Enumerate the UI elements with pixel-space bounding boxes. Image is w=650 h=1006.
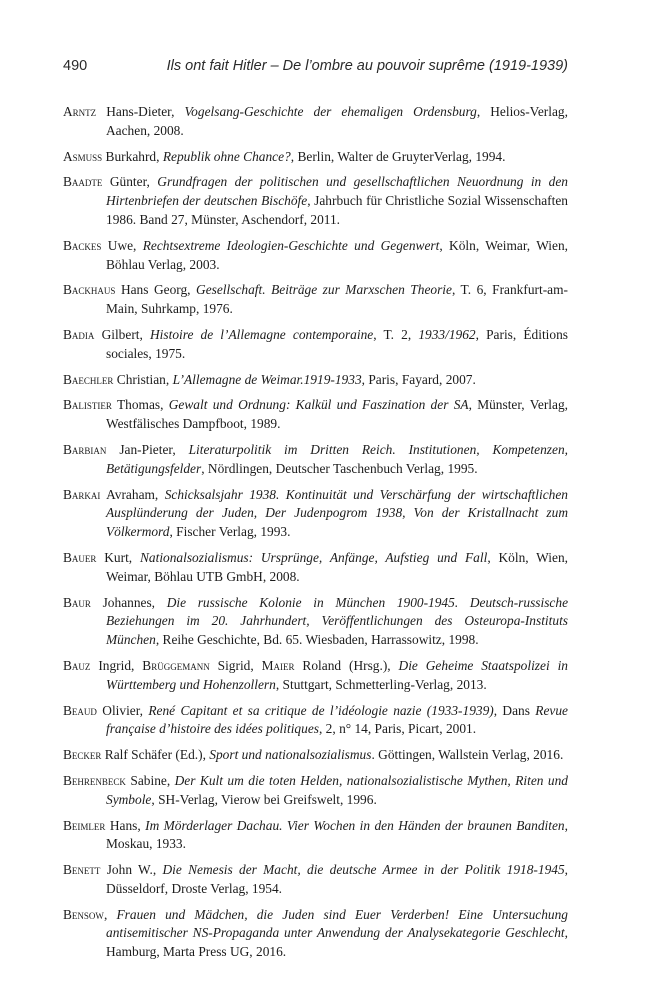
entry-text: , SH-Verlag, Vierow bei Greifswelt, 1996. (151, 791, 377, 807)
entry-text: , Dans (493, 702, 536, 718)
work-title: Gesellschaft. Beiträge zur Marxschen Theorie (196, 282, 452, 298)
work-title: Im Mörderlager Dachau. Vier Wochen in den Händen der braunen Banditen (145, 817, 565, 833)
author-surname: Bensow (63, 906, 104, 922)
work-title: Der Kult um die toten Helden, nationalsozialistische Mythen, Riten und Symbole (106, 772, 568, 807)
bibliography-entry (63, 549, 568, 587)
bibliography-entry (63, 746, 568, 765)
bibliography-entry (63, 657, 568, 695)
entry-text: Günter, (102, 174, 158, 190)
entry-text: Kurt, (96, 549, 140, 565)
bibliography-entry (63, 441, 568, 479)
work-title: Sport und nationalsozialismus (209, 747, 372, 763)
author-surname: Asmuss (63, 148, 103, 164)
author-surname: Beaud (63, 702, 97, 718)
work-title: Rechtsextreme Ideologien-Geschichte und Gegenwert (142, 237, 440, 253)
entry-text: , Berlin, Walter de GruyterVerlag, 1994. (290, 148, 506, 164)
entry-text: , Köln, Weimar, Wien, Böhlau Verlag, 2003. (106, 237, 569, 272)
author-surname: Maier (261, 657, 295, 673)
entry-text: John W., (100, 862, 163, 878)
entry-text: Christian, (113, 371, 173, 387)
entry-text: , Münster, Verlag, Westfälisches Dampfboot, 1989. (106, 397, 568, 432)
author-surname: Baadte (63, 174, 103, 190)
work-title: Gewalt und Ordnung: Kalkül und Faszination der SA (168, 397, 469, 413)
author-surname: Beimler (63, 817, 106, 833)
entry-text: , Moskau, 1933. (106, 817, 568, 852)
entry-text: , Paris, Éditions sociales, 1975. (106, 326, 568, 361)
author-surname: Arntz (63, 104, 97, 119)
work-title: 1933/1962 (418, 326, 476, 342)
entry-text: Gilbert, (94, 326, 150, 342)
author-surname: Badia (63, 326, 95, 342)
entry-text: Sabine, (125, 772, 175, 788)
author-surname: Barbian (63, 441, 107, 457)
bibliography-entry (63, 148, 568, 167)
author-surname: Barkai (63, 486, 101, 502)
page-header (63, 58, 568, 78)
entry-text: Johannes, (90, 594, 167, 610)
author-surname: Baur (63, 594, 91, 610)
bibliography-entry (63, 396, 568, 434)
entry-text: , Stuttgart, Schmetterling-Verlag, 2013. (275, 676, 487, 692)
bibliography-entry (63, 281, 568, 319)
entry-text: Uwe, (101, 237, 143, 253)
entry-text: Jan-Pieter, (106, 441, 189, 457)
author-surname: Balistier (63, 397, 112, 413)
work-title: L’Allemagne de Weimar.1919-1933 (172, 371, 362, 387)
running-title: Ils ont fait Hitler – De l’ombre au pouvoir suprême (1919-1939) (166, 58, 568, 74)
author-surname: Behrenbeck (63, 772, 126, 788)
work-title: Die Geheime Staatspolizei in Württemberg und Hohenzollern (106, 657, 568, 692)
entry-text: , (103, 906, 117, 922)
bibliography-list (63, 103, 568, 969)
entry-text: Thomas, (111, 397, 169, 413)
bibliography-entry (63, 861, 568, 899)
bibliography-entry (63, 173, 568, 229)
bibliography-entry (63, 702, 568, 740)
work-title: Die russische Kolonie in München 1900-1945. Deutsch-russische Beziehungen im 20. Jahrhundert, Veröffentlichungen des Osteuropa-Instituts München (106, 594, 569, 648)
entry-text: Hans-Dieter, (96, 104, 185, 119)
entry-text: Ralf Schäfer (Ed.), (101, 747, 210, 763)
entry-text: , Nördlingen, Deutscher Taschenbuch Verlag, 1995. (201, 460, 478, 476)
author-surname: Brüggemann (142, 657, 210, 673)
author-surname: Baechler (63, 371, 114, 387)
work-title: Frauen und Mädchen, die Juden sind Euer Verderben! Eine Untersuchung antisemitischer NS-Propaganda unter Anwendung der Analysekategorie Geschlecht (106, 906, 568, 941)
author-surname: Backes (63, 237, 102, 253)
entry-text: , Fischer Verlag, 1993. (169, 524, 291, 540)
page-number: 490 (63, 58, 88, 74)
bibliography-entry (63, 103, 568, 141)
entry-text: , 2, n° 14, Paris, Picart, 2001. (318, 721, 477, 737)
work-title: Vogelsang-Geschichte der ehemaligen Ordensburg (184, 104, 477, 119)
entry-text: , Reihe Geschichte, Bd. 65. Wiesbaden, Harrassowitz, 1998. (155, 632, 479, 648)
work-title: Die Nemesis der Macht, die deutsche Armee in der Politik 1918-1945 (162, 862, 565, 878)
author-surname: Benett (63, 862, 101, 878)
entry-text: Ingrid, (90, 657, 143, 673)
entry-text: , Köln, Wien, Weimar, Böhlau UTB GmbH, 2008. (106, 549, 568, 584)
entry-text: , Paris, Fayard, 2007. (361, 371, 476, 387)
bibliography-entry (63, 486, 568, 542)
entry-text: Hans, (105, 817, 146, 833)
author-surname: Bauer (63, 549, 97, 565)
bibliography-entry (63, 371, 568, 390)
author-surname: Bauz (63, 657, 91, 673)
entry-text: Roland (Hrsg.), (294, 657, 399, 673)
entry-text: Burkahrd, (102, 148, 163, 164)
entry-text: , Helios-Verlag, Aachen, 2008. (106, 104, 568, 138)
entry-text: , T. 6, Frankfurt-am-Main, Suhrkamp, 1976. (106, 282, 568, 317)
work-title: Revue française d’histoire des idées politiques (106, 702, 568, 737)
bibliography-entry (63, 772, 568, 810)
entry-text: Olivier, (96, 702, 149, 718)
work-title: Histoire de l’Allemagne contemporaine (150, 326, 374, 342)
work-title: René Capitant et sa critique de l’idéologie nazie (1933-1939) (148, 702, 494, 718)
bibliography-entry (63, 594, 568, 650)
entry-text: , Hamburg, Marta Press UG, 2016. (106, 925, 568, 960)
bibliography-entry (63, 326, 568, 364)
entry-text: , Jahrbuch für Christliche Sozial Wissenschaften 1986. Band 27, Münster, Aschendorf, 2011. (106, 193, 568, 227)
entry-text: Sigrid, (209, 657, 262, 673)
work-title: Schicksalsjahr 1938. Kontinuität und Verschärfung der wirtschaftlichen Ausplünderung der Juden, Der Judenpogrom 1938, Von der Kristallnacht zum Völkermord (106, 486, 568, 540)
entry-text: . Göttingen, Wallstein Verlag, 2016. (371, 747, 564, 763)
entry-text: , Düsseldorf, Droste Verlag, 1954. (106, 862, 569, 896)
author-surname: Backhaus (63, 282, 116, 298)
entry-text: , T. 2, (373, 326, 419, 342)
bibliography-entry (63, 817, 568, 855)
work-title: Republik ohne Chance? (162, 148, 291, 164)
bibliography-entry (63, 237, 568, 275)
author-surname: Becker (63, 747, 102, 763)
work-title: Nationalsozialismus: Ursprünge, Anfänge, Aufstieg und Fall (139, 549, 488, 565)
entry-text: Hans Georg, (115, 282, 197, 298)
bibliography-entry (63, 906, 568, 962)
work-title: Grundfragen der politischen und gesellschaftlichen Neuordnung in den Hirtenbriefen der deutschen Bischöfe (106, 174, 568, 209)
entry-text: Avraham, (100, 486, 165, 502)
work-title: Literaturpolitik im Dritten Reich. Institutionen, Kompetenzen, Betätigungsfelder (106, 441, 568, 476)
